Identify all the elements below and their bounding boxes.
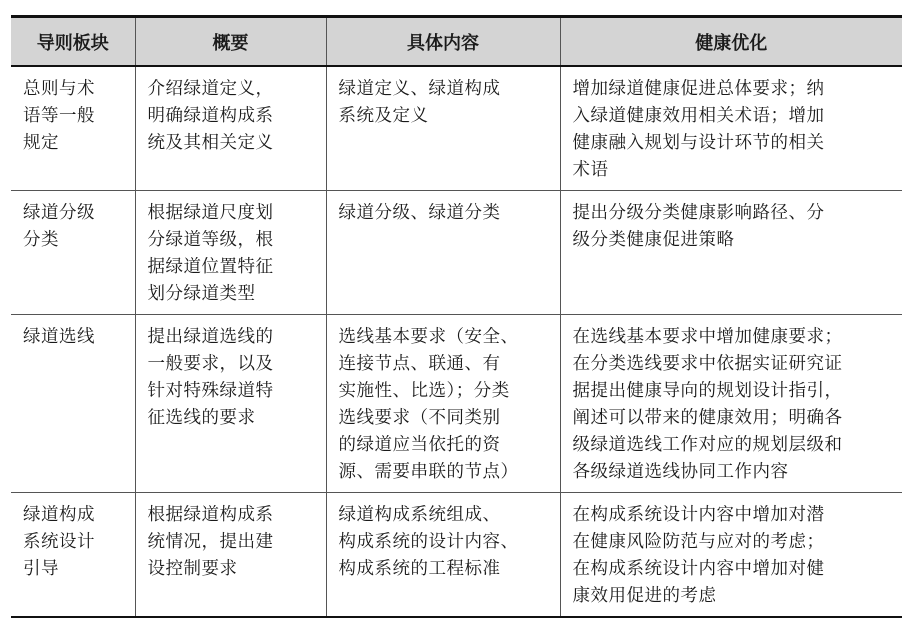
cell-optimization [560, 191, 902, 315]
cell-text-line: 总则与术 [23, 79, 95, 99]
cell-summary [135, 493, 326, 618]
cell-text-line: 绿道构成系统组成、 [338, 505, 501, 525]
cell-text-line: 提出分级分类健康影响路径、分 [572, 203, 825, 223]
cell-text-line: 根据绿道构成系 [147, 505, 274, 525]
cell-text-line: 统情况，提出建 [147, 532, 274, 552]
cell-text-line: 系统设计 [23, 532, 95, 552]
cell-text-line: 引导 [23, 559, 59, 579]
cell-content [326, 191, 560, 315]
cell-text-line: 分绿道等级，根 [147, 230, 274, 250]
cell-section [11, 191, 135, 315]
header-row [11, 17, 902, 67]
cell-text-line: 一般要求，以及 [147, 354, 274, 374]
cell-text-line: 选线要求（不同类别 [338, 408, 501, 428]
cell-text-line: 在健康风险防范与应对的考虑； [572, 532, 825, 552]
cell-text-line: 在选线基本要求中增加健康要求； [572, 327, 843, 347]
cell-text-line: 划分绿道类型 [147, 284, 256, 304]
cell-text-line: 级分类健康促进策略 [572, 230, 735, 250]
cell-text-line: 根据绿道尺度划 [147, 203, 274, 223]
header-optimization: 健康优化 [560, 17, 902, 67]
cell-optimization [560, 493, 902, 618]
cell-text-line: 阐述可以带来的健康效用；明确各 [572, 408, 843, 428]
cell-text-line: 语等一般 [23, 106, 95, 126]
cell-text-line: 在构成系统设计内容中增加对潜 [572, 505, 825, 525]
cell-text-line: 系统及定义 [338, 106, 429, 126]
cell-text-line: 源、需要串联的节点） [338, 462, 519, 482]
cell-summary [135, 315, 326, 493]
cell-text-line: 绿道分级、绿道分类 [338, 203, 501, 223]
table-row [11, 191, 902, 315]
cell-text-line: 针对特殊绿道特 [147, 381, 274, 401]
cell-optimization [560, 66, 902, 191]
cell-text-line: 健康融入规划与设计环节的相关 [572, 133, 825, 153]
cell-text-line: 明确绿道构成系 [147, 106, 274, 126]
cell-text-line: 统及其相关定义 [147, 133, 274, 153]
cell-section [11, 315, 135, 493]
cell-content [326, 66, 560, 191]
cell-text-line: 各级绿道选线协同工作内容 [572, 462, 789, 482]
cell-summary [135, 191, 326, 315]
cell-optimization [560, 315, 902, 493]
cell-section [11, 66, 135, 191]
greenway-guideline-table [11, 15, 902, 618]
table-row [11, 493, 902, 618]
cell-text-line: 分类 [23, 230, 59, 250]
cell-text-line: 绿道分级 [23, 203, 95, 223]
cell-text-line: 构成系统的工程标准 [338, 559, 501, 579]
cell-text-line: 增加绿道健康促进总体要求；纳 [572, 79, 825, 99]
table-row [11, 315, 902, 493]
cell-text-line: 绿道构成 [23, 505, 95, 525]
table-body [11, 66, 902, 617]
cell-content [326, 493, 560, 618]
cell-text-line: 设控制要求 [147, 559, 238, 579]
cell-text-line: 在构成系统设计内容中增加对健 [572, 559, 825, 579]
cell-text-line: 级绿道选线工作对应的规划层级和 [572, 435, 843, 455]
cell-text-line: 入绿道健康效用相关术语；增加 [572, 106, 825, 126]
cell-text-line: 构成系统的设计内容、 [338, 532, 519, 552]
cell-section [11, 493, 135, 618]
cell-text-line: 征选线的要求 [147, 408, 256, 428]
cell-text-line: 据绿道位置特征 [147, 257, 274, 277]
cell-text-line: 康效用促进的考虑 [572, 586, 717, 606]
cell-text-line: 的绿道应当依托的资 [338, 435, 501, 455]
header-section: 导则板块 [11, 17, 135, 67]
cell-text-line: 绿道定义、绿道构成 [338, 79, 501, 99]
cell-text-line: 连接节点、联通、有 [338, 354, 501, 374]
cell-text-line: 术语 [572, 160, 609, 180]
cell-text-line: 规定 [23, 133, 59, 153]
header-summary: 概要 [135, 17, 326, 67]
cell-text-line: 选线基本要求（安全、 [338, 327, 519, 347]
cell-content [326, 315, 560, 493]
cell-summary [135, 66, 326, 191]
cell-text-line: 绿道选线 [23, 327, 95, 347]
cell-text-line: 据提出健康导向的规划设计指引， [572, 381, 843, 401]
table-row [11, 66, 902, 191]
cell-text-line: 介绍绿道定义， [147, 79, 274, 99]
cell-text-line: 在分类选线要求中依据实证研究证 [572, 354, 843, 374]
header-content: 具体内容 [326, 17, 560, 67]
cell-text-line: 实施性、比选）；分类 [338, 381, 510, 401]
cell-text-line: 提出绿道选线的 [147, 327, 274, 347]
